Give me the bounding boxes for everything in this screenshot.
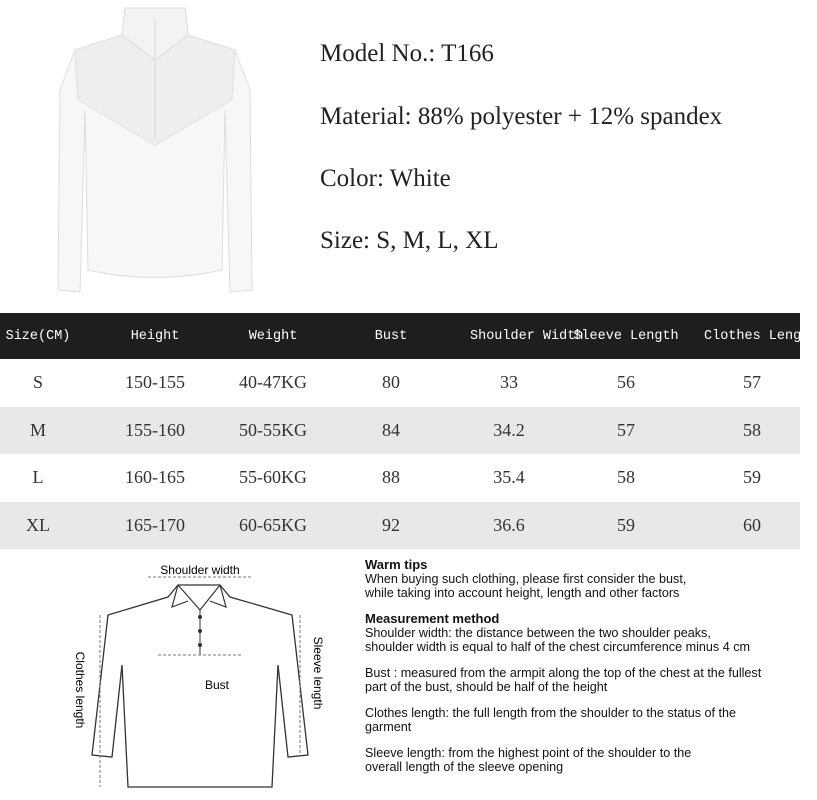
warm-tip-line: When buying such clothing, please first consider the bust,	[365, 572, 687, 586]
cell-shoulder-width: 36.6	[493, 514, 525, 535]
cell-height: 155-160	[125, 419, 185, 440]
header-bust: Bust	[374, 328, 408, 344]
header-height: Height	[130, 328, 180, 344]
material: Material: 88% polyester + 12% spandex	[320, 103, 723, 130]
cell-size: M	[29, 419, 46, 440]
label-clothes-length: Clothes length	[73, 651, 87, 729]
clothes-desc: garment	[365, 720, 412, 734]
measurement-tips	[365, 558, 761, 786]
cell-sleeve-length: 58	[617, 467, 635, 488]
table-row	[0, 502, 800, 550]
bust-desc: Bust : measured from the armpit along the top of the chest at the fullest	[365, 666, 762, 680]
cell-height: 165-170	[125, 514, 185, 535]
size-table	[0, 313, 817, 549]
cell-sleeve-length: 59	[617, 514, 635, 535]
shoulder-desc: shoulder width is equal to half of the chest circumference minus 4 cm	[365, 640, 750, 654]
sleeve-desc: Sleeve length: from the highest point of the shoulder to the	[365, 746, 692, 760]
sleeve-desc: overall length of the sleeve opening	[365, 760, 564, 774]
table-row	[0, 454, 800, 502]
cell-sleeve-length: 57	[617, 419, 635, 440]
table-header	[0, 313, 817, 359]
cell-bust: 92	[382, 514, 400, 535]
header-shoulder: Shoulder Width	[470, 328, 584, 344]
cell-bust: 88	[382, 467, 400, 488]
cell-weight: 40-47KG	[239, 372, 307, 393]
warm-tip-line: while taking into account height, length and other factors	[365, 586, 680, 600]
measurement-diagram	[60, 555, 340, 795]
model-number: Model No.: T166	[320, 40, 494, 67]
cell-height: 150-155	[125, 372, 185, 393]
header-weight: Weight	[248, 328, 298, 344]
cell-shoulder-width: 33	[500, 372, 518, 393]
cell-shoulder-width: 34.2	[493, 419, 525, 440]
header-sleeve: Sleeve Length	[573, 328, 679, 344]
clothes-desc: Clothes length: the full length from the shoulder to the status of the	[365, 706, 737, 720]
shoulder-desc: Shoulder width: the distance between the two shoulder peaks,	[365, 626, 711, 640]
label-bust: Bust	[204, 678, 230, 692]
header-size: Size(CM)	[5, 328, 71, 344]
cell-clothes-length: 58	[743, 419, 761, 440]
cell-size: XL	[26, 514, 50, 535]
cell-sleeve-length: 56	[617, 372, 635, 393]
cell-size: L	[32, 467, 44, 488]
method-title: Measurement method	[365, 611, 500, 626]
cell-weight: 55-60KG	[239, 467, 307, 488]
color: Color: White	[320, 165, 451, 192]
cell-weight: 50-55KG	[239, 419, 307, 440]
label-shoulder-width: Shoulder width	[160, 563, 240, 577]
cell-bust: 80	[382, 372, 400, 393]
cell-shoulder-width: 35.4	[493, 467, 525, 488]
cell-height: 160-165	[125, 467, 185, 488]
table-row	[0, 359, 800, 407]
cell-clothes-length: 57	[743, 372, 761, 393]
bust-desc: part of the bust, should be half of the height	[365, 680, 608, 694]
product-shirt-image	[30, 0, 280, 305]
cell-clothes-length: 60	[743, 514, 761, 535]
table-row	[0, 407, 800, 455]
warm-tips-title: Warm tips	[365, 557, 428, 572]
cell-bust: 84	[382, 419, 400, 440]
cell-clothes-length: 59	[743, 467, 761, 488]
header-clothes: Clothes Length	[704, 328, 817, 344]
cell-weight: 60-65KG	[239, 514, 307, 535]
label-sleeve-length: Sleeve length	[311, 636, 325, 710]
cell-size: S	[32, 372, 43, 393]
sizes: Size: S, M, L, XL	[320, 227, 499, 254]
